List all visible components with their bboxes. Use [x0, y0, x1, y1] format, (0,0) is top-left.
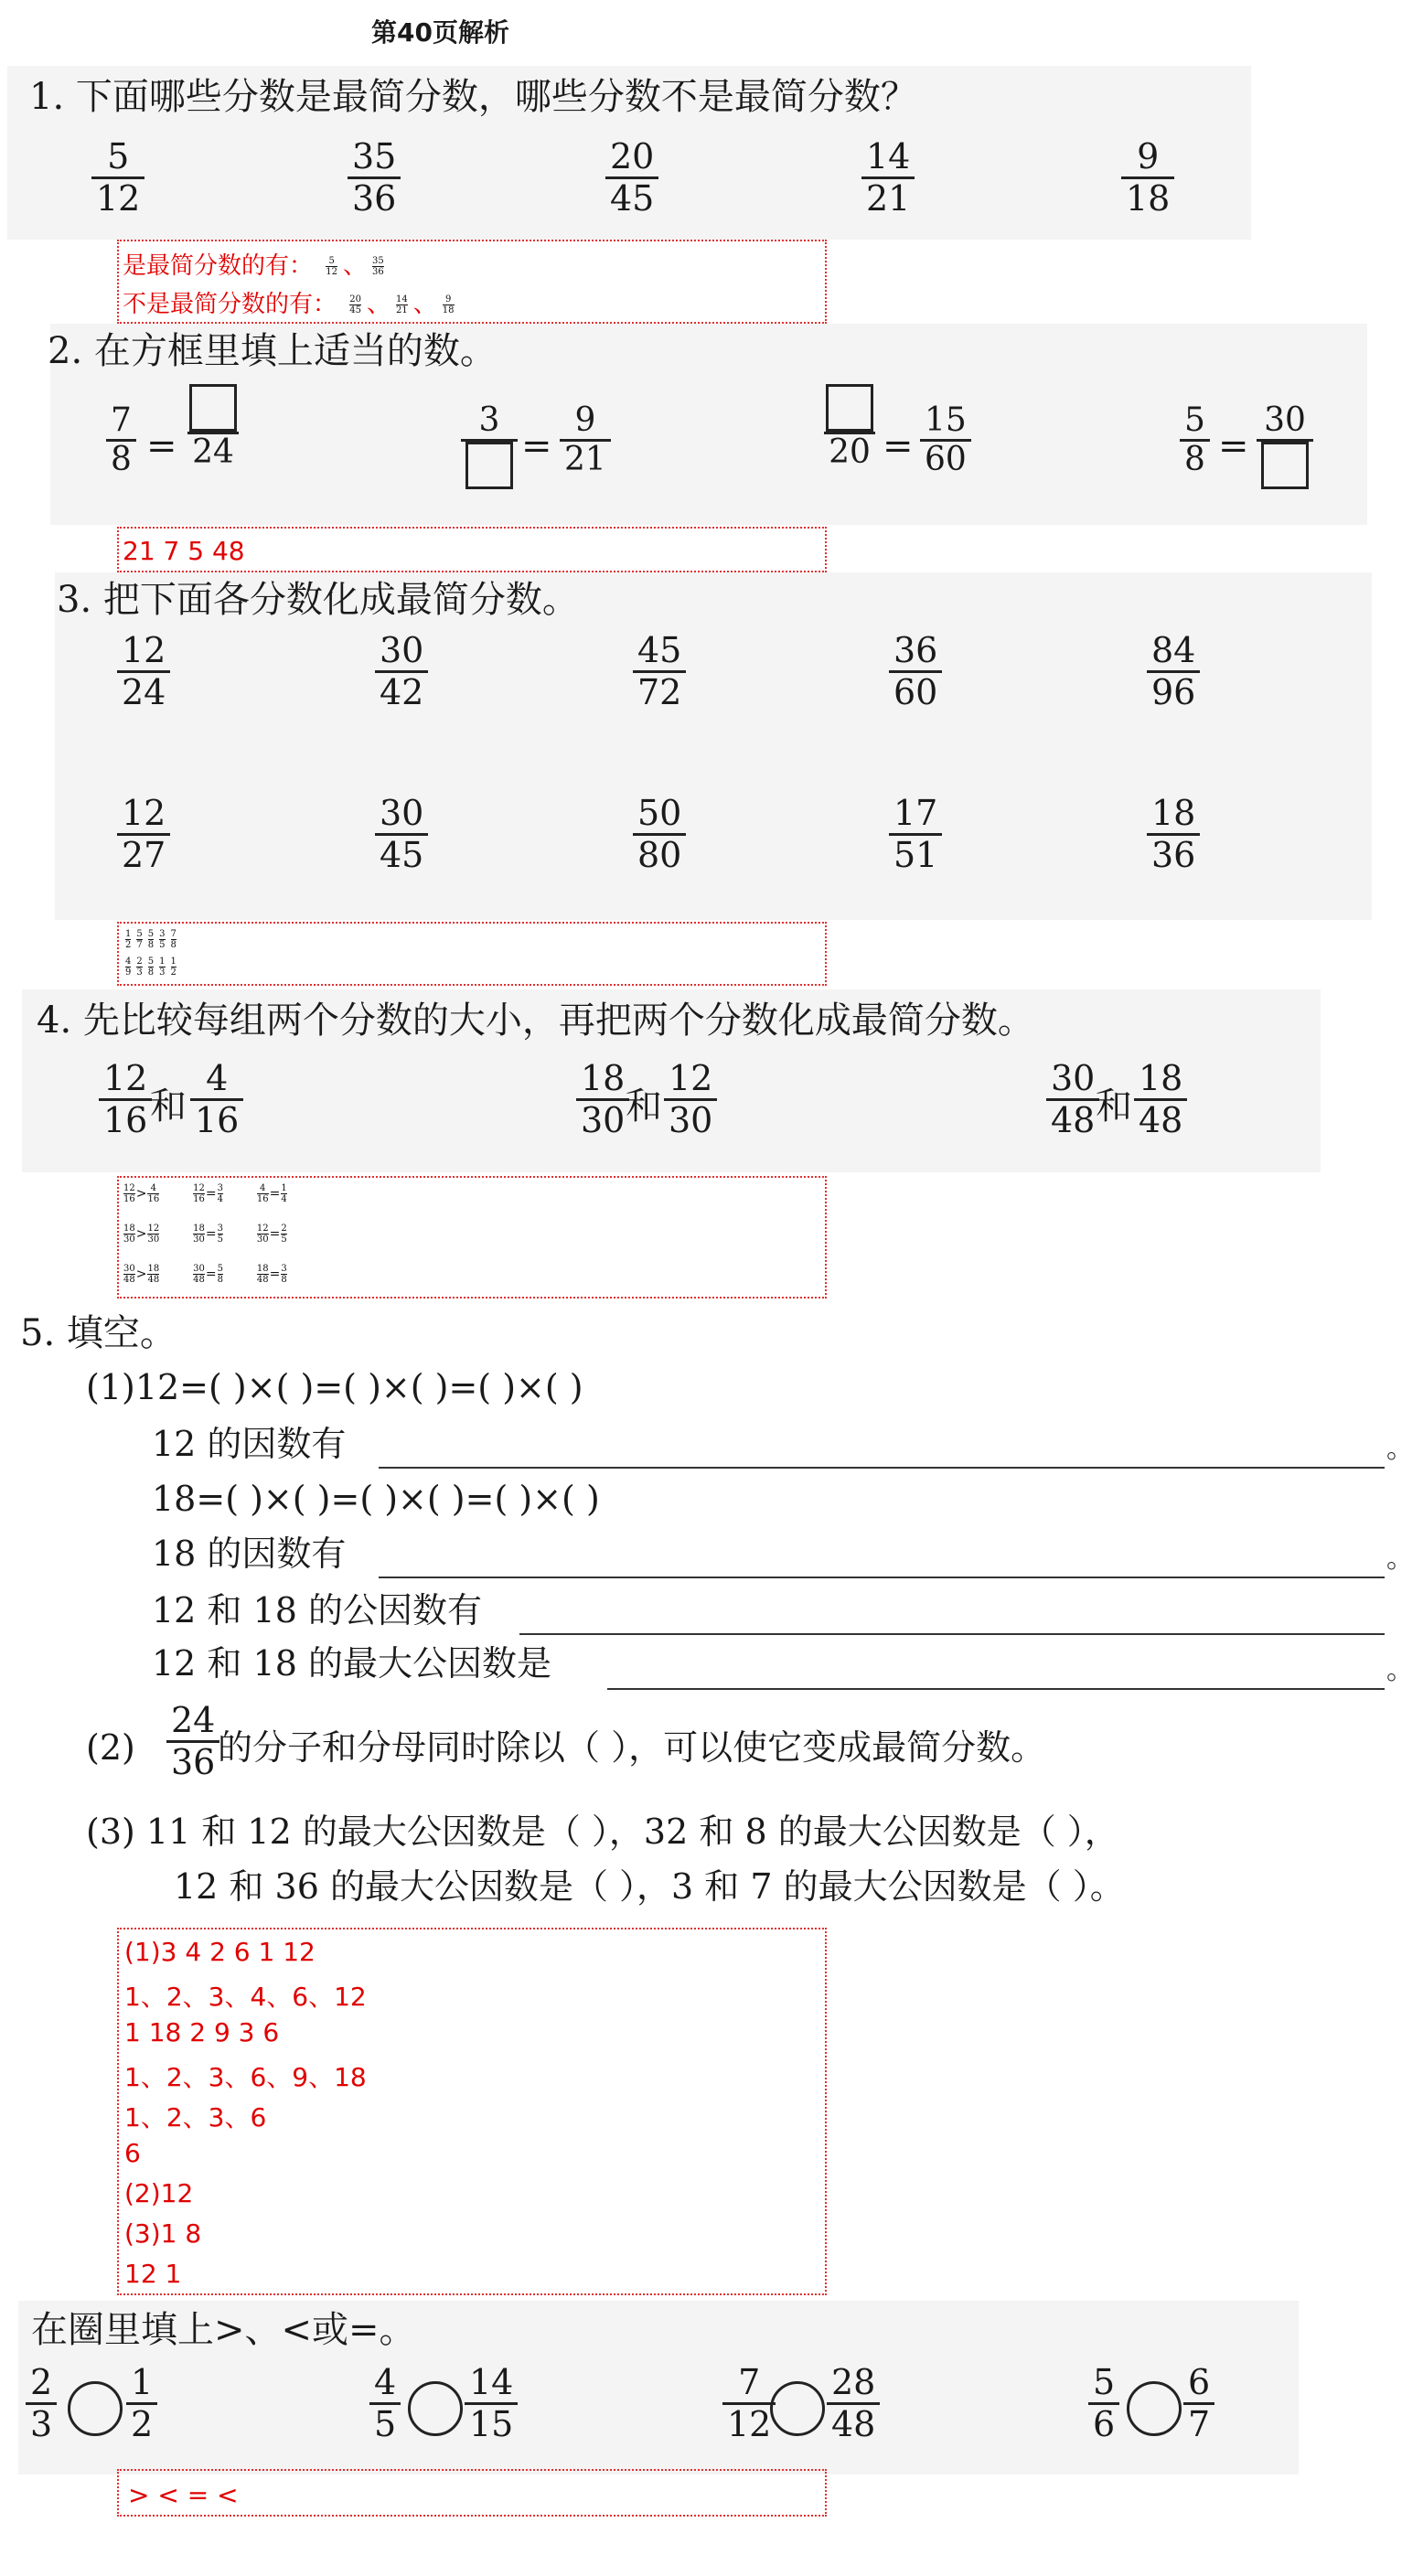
fraction: 20: [821, 384, 878, 471]
fraction: $\frac{15}{60}$: [920, 402, 971, 479]
fraction: $\frac{18}{30}$: [576, 1059, 629, 1139]
period-mark: 。: [1386, 1543, 1414, 1575]
answer-text: 1、2、3、4、6、12: [124, 1982, 367, 2012]
answer-row: $\frac{30}{48}$ > $\frac{18}{48}$ $\frac{30}{48}$ = $\frac{5}{8}$ $\frac{18}{48}$ = $\frac{3}{8}$: [123, 1264, 287, 1285]
question-5-line-6: 12 和 18 的最大公因数是: [152, 1643, 551, 1683]
equals-sign: =: [1218, 425, 1249, 467]
answer-row: $\frac{4}{9}$ $\frac{2}{3}$ $\frac{5}{8}$ $\frac{1}{3}$ $\frac{1}{2}$: [125, 957, 177, 978]
fraction: $\frac{6}{7}$: [1183, 2363, 1214, 2443]
question-5-part-2-text: 的分子和分母同时除以（ ），可以使它变成最简分数。: [218, 1727, 1046, 1768]
fraction: 30: [1257, 402, 1313, 489]
question-5-line-1: (1)12=( )×( )=( )×( )=( )×( ): [86, 1367, 583, 1407]
answer-row: $\frac{18}{30}$ > $\frac{12}{30}$ $\frac{18}{30}$ = $\frac{3}{5}$ $\frac{12}{30}$ = $\frac{2}{5}$: [123, 1224, 287, 1245]
fraction: $\frac{28}{48}$: [827, 2363, 880, 2443]
fraction: 3: [461, 402, 518, 489]
answer-line[interactable]: [379, 1577, 1385, 1578]
fraction: $\frac{9}{21}$: [560, 402, 611, 479]
answer-box-5: [117, 1928, 827, 2295]
question-5-line-4: 18 的因数有: [152, 1534, 347, 1574]
fraction: $\frac{9}{18}$: [1121, 137, 1174, 218]
comparison-circle[interactable]: [68, 2381, 123, 2436]
fraction: $\frac{84}{96}$: [1147, 631, 1200, 711]
question-3-text: 3. 把下面各分数化成最简分数。: [57, 579, 579, 621]
and-word: 和: [1096, 1085, 1132, 1128]
fraction: $\frac{14}{21}$: [861, 137, 915, 218]
equals-sign: =: [521, 425, 552, 467]
fraction: $\frac{18}{48}$: [1134, 1059, 1187, 1139]
question-4-text: 4. 先比较每组两个分数的大小，再把两个分数化成最简分数。: [37, 999, 1034, 1042]
answer-text: (3)1 8: [124, 2218, 202, 2249]
question-5-line-3: 18=( )×( )=( )×( )=( )×( ): [152, 1479, 600, 1519]
period-mark: 。: [1386, 1433, 1414, 1465]
answer-text: 1 18 2 9 3 6: [124, 2017, 280, 2047]
answer-box-6: [117, 2469, 827, 2517]
period-mark: 。: [1386, 1654, 1414, 1686]
answer-box-4: [117, 1176, 827, 1299]
answer-row: $\frac{12}{16}$ > $\frac{4}{16}$ $\frac{12}{16}$ = $\frac{3}{4}$ $\frac{4}{16}$ = $\frac{1}{4}$: [123, 1183, 287, 1204]
fraction: $\frac{12}{30}$: [664, 1059, 717, 1139]
fraction: $\frac{5}{12}$: [91, 137, 144, 218]
answer-line[interactable]: [607, 1688, 1385, 1690]
equals-sign: =: [146, 425, 177, 467]
blank-box[interactable]: [826, 384, 873, 432]
fraction: $\frac{12}{16}$: [99, 1059, 152, 1139]
fraction: $\frac{12}{27}$: [117, 794, 170, 874]
fraction: $\frac{2}{3}$: [26, 2363, 57, 2443]
and-word: 和: [150, 1085, 187, 1128]
fraction: $\frac{14}{15}$: [465, 2363, 518, 2443]
fraction: $\frac{17}{51}$: [889, 794, 942, 874]
answer-text: (1)3 4 2 6 1 12: [124, 1937, 316, 1967]
answer-fraction: $\frac{20}{45}$: [349, 294, 362, 315]
fraction: 24: [185, 384, 241, 471]
fraction: $\frac{4}{5}$: [369, 2363, 401, 2443]
fraction: $\frac{50}{80}$: [633, 794, 686, 874]
question-5-part-3-line-2: 12 和 36 的最大公因数是（ ），3 和 7 的最大公因数是（ ）。: [174, 1866, 1125, 1907]
equals-sign: =: [883, 425, 914, 467]
question-2-text: 2. 在方框里填上适当的数。: [48, 330, 497, 372]
fraction: $\frac{7}{8}$: [106, 402, 136, 479]
fraction: $\frac{5}{8}$: [1180, 402, 1210, 479]
question-5-part-3-line-1: (3) 11 和 12 的最大公因数是（ ），32 和 8 的最大公因数是（ ），: [86, 1812, 1119, 1852]
answer-line[interactable]: [519, 1633, 1385, 1635]
answer-text: 1、2、3、6: [124, 2102, 267, 2132]
answer-row: $\frac{1}{2}$ $\frac{5}{7}$ $\frac{5}{8}$ $\frac{3}{5}$ $\frac{7}{8}$: [125, 929, 177, 950]
comparison-circle[interactable]: [408, 2381, 463, 2436]
question-5-text: 5. 填空。: [20, 1312, 177, 1354]
fraction: $\frac{12}{24}$: [117, 631, 170, 711]
question-6-text: 在圈里填上>、<或=。: [31, 2309, 416, 2351]
fraction: $\frac{5}{6}$: [1088, 2363, 1119, 2443]
answer-box-3: [117, 922, 827, 986]
answer-fraction: $\frac{9}{18}$: [442, 294, 455, 315]
question-1-text: 1. 下面哪些分数是最简分数，哪些分数不是最简分数？: [29, 76, 917, 118]
blank-box[interactable]: [189, 384, 237, 432]
comparison-circle[interactable]: [770, 2381, 825, 2436]
question-5-line-2: 12 的因数有: [152, 1424, 347, 1464]
fraction: $\frac{35}{36}$: [348, 137, 401, 218]
fraction: $\frac{24}{36}$: [166, 1701, 219, 1781]
answer-fraction: $\frac{5}{12}$: [326, 256, 338, 277]
fraction: $\frac{18}{36}$: [1147, 794, 1200, 874]
answer-text: 1、2、3、6、9、18: [124, 2062, 367, 2092]
answer-text: 12 1: [124, 2259, 182, 2289]
question-5-part-2-prefix: (2): [86, 1727, 135, 1768]
and-word: 和: [626, 1085, 662, 1128]
fraction: $\frac{30}{48}$: [1046, 1059, 1099, 1139]
page-title: 第40页解析: [371, 17, 509, 48]
comparison-circle[interactable]: [1127, 2381, 1182, 2436]
answer-line[interactable]: [379, 1467, 1385, 1469]
fraction: $\frac{45}{72}$: [633, 631, 686, 711]
answer-text: > < = <: [128, 2480, 239, 2510]
answer-fraction: $\frac{14}{21}$: [396, 294, 408, 315]
answer-text: 6: [124, 2138, 141, 2168]
answer-box-1: 是最简分数的有： $\frac{5}{12}$ 、 $\frac{35}{36}$ 不是最简分数的有： $\frac{20}{45}$ 、 $\frac{14}{21}$ 、 $\frac{9}{18}$: [117, 240, 827, 324]
answer-box-2: [117, 527, 827, 572]
fraction: $\frac{30}{42}$: [375, 631, 428, 711]
fraction: $\frac{1}{2}$: [126, 2363, 157, 2443]
answer-text: (2)12: [124, 2178, 194, 2208]
blank-box[interactable]: [465, 442, 513, 489]
fraction: $\frac{7}{12}$: [722, 2363, 776, 2443]
fraction: $\frac{30}{45}$: [375, 794, 428, 874]
answer-label: 是最简分数的有：: [123, 252, 314, 280]
fraction: $\frac{4}{16}$: [190, 1059, 243, 1139]
answer-fraction: $\frac{35}{36}$: [372, 256, 384, 277]
question-5-line-5: 12 和 18 的公因数有: [152, 1590, 482, 1630]
fraction: $\frac{20}{45}$: [605, 137, 658, 218]
blank-box[interactable]: [1261, 442, 1309, 489]
answer-label: 不是最简分数的有：: [123, 291, 337, 318]
answer-text: 21 7 5 48: [123, 536, 245, 566]
fraction: $\frac{36}{60}$: [889, 631, 942, 711]
